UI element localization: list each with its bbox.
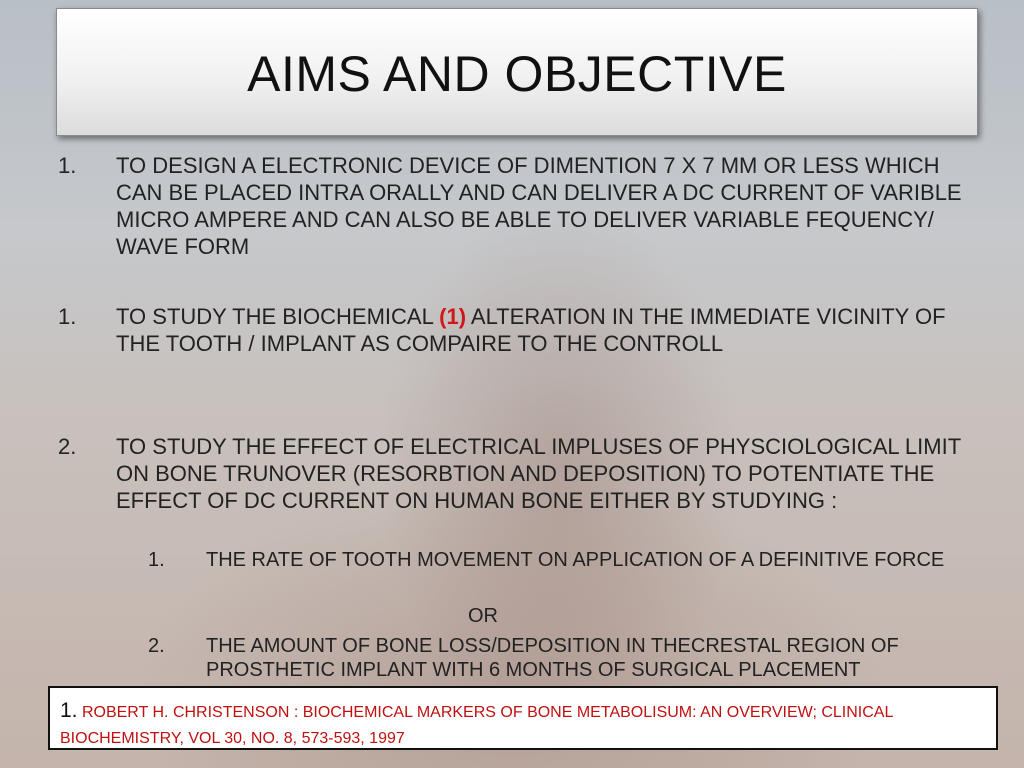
reference-box [48, 686, 998, 750]
item-text-after: ALTERATION IN THE IMMEDIATE VICINITY OF THE TOOTH / IMPLANT AS COMPAIRE TO THE CONTROLL [116, 304, 946, 356]
item-text: TO DESIGN A ELECTRONIC DEVICE OF DIMENTION 7 X 7 MM OR LESS WHICH CAN BE PLACED INTRA ORALLY AND CAN DELIVER A DC CURRENT OF VARIBLE MICRO AMPERE AND CAN ALSO BE ABLE TO DELIVER VARIABLE FEQUENCY/ WAVE FORM [116, 153, 962, 259]
slide-title: AIMS AND OBJECTIVE [247, 46, 787, 102]
item-text: TO STUDY THE EFFECT OF ELECTRICAL IMPLUSES OF PHYSCIOLOGICAL LIMIT ON BONE TRUNOVER (RESORBTION AND DEPOSITION) TO POTENTIATE THE EFFECT OF DC CURRENT ON HUMAN BONE EITHER BY STUDYING : [116, 434, 961, 513]
sub-item-text: THE RATE OF TOOTH MOVEMENT ON APPLICATION OF A DEFINITIVE FORCE [206, 549, 945, 571]
item-text [116, 303, 976, 357]
or-separator: OR [468, 605, 498, 627]
sub-item-number: 1. [148, 549, 165, 571]
title-box [56, 8, 978, 136]
reference-number: 1. [60, 699, 78, 722]
item-number: 1. [58, 153, 77, 178]
sub-item-number: 2. [148, 635, 165, 657]
item-number: 1. [58, 304, 77, 329]
reference-citation: ROBERT H. CHRISTENSON : BIOCHEMICAL MARKERS OF BONE METABOLISUM: AN OVERVIEW; CLINICAL BIOCHEMISTRY, VOL 30, NO. 8, 573-593, 1997 [60, 704, 893, 747]
citation-marker: (1) [439, 304, 467, 329]
sub-item-text: THE AMOUNT OF BONE LOSS/DEPOSITION IN THECRESTAL REGION OF PROSTHETIC IMPLANT WITH 6 MONTHS OF SURGICAL PLACEMENT [206, 635, 899, 681]
reference-text [60, 698, 990, 752]
item-number: 2. [58, 434, 77, 459]
item-text-before: TO STUDY THE BIOCHEMICAL [116, 304, 440, 329]
